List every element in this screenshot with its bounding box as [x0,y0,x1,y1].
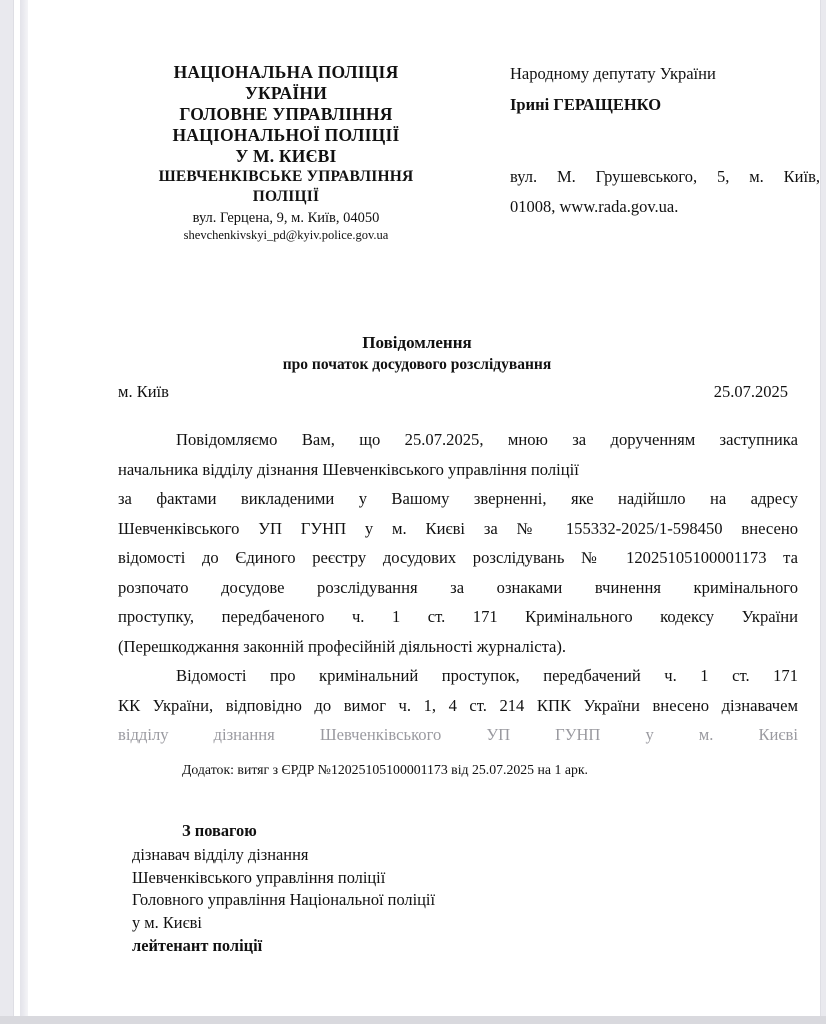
signature-line-3: Головного управління Національної поліції [132,890,436,909]
body-p1-line-3: за фактами викладеними у Вашому зверненні, яке надійшло на адресу [118,489,798,508]
page-subtitle: про початок досудового розслідування [282,356,552,373]
body-p1-line-1: Повідомляємо Вам, що 25.07.2025, мною за дорученням заступника [176,430,798,449]
body-p2-line-2: КК України, відповідно до вимог ч. 1, 4 ст. 214 КПК України внесено дізнавачем [118,695,798,715]
body-p2-line-1: Відомості про кримінальний проступок, передбачений ч. 1 ст. 171 [176,666,798,685]
letterhead-block [122,62,450,243]
addressee-name: Ірині ГЕРАЩЕНКО [510,95,662,114]
signature-line-4: у м. Києві [132,912,202,932]
body-p1-line-6: розпочато досудове розслідування за ознаками вчинення кримінального [118,577,798,597]
addressee-street-second: 01008, www.rada.gov.ua. [510,197,679,216]
letterhead-address: вул. Герцена, 9, м. Київ, 04050 [192,210,380,226]
signature-regards: З повагою [182,821,257,840]
body-p1-line-2: начальника відділу дізнання Шевченківського управління поліції [118,459,579,479]
letterhead-line-2: УКРАЇНИ [244,83,328,103]
letterhead-line-1: НАЦІОНАЛЬНА ПОЛІЦІЯ [173,62,399,82]
addressee-street: вул. М. Грушевського, 5, м. Київ, [510,167,820,186]
addressee-block [510,62,820,222]
attachment-note: Додаток: витяг з ЄРДР №12025105100001173 від 25.07.2025 на 1 арк. [182,762,589,777]
letterhead-email: shevchenkivskyi_pd@kyiv.police.gov.ua [183,228,389,242]
document-body [118,425,798,750]
body-p1-line-4: Шевченківського УП ГУНП у м. Києві за № 155332-2025/1-598450 внесено [118,518,798,538]
letterhead-line-4: НАЦІОНАЛЬНОЇ ПОЛІЦІЇ [172,125,400,145]
body-p2-line-3: відділу дізнання Шевченківського УП ГУНП у м. Києві [118,725,798,744]
signature-line-1: дізнавач відділу дізнання [132,845,309,864]
letterhead-line-3: ГОЛОВНЕ УПРАВЛІННЯ [179,104,393,124]
letterhead-subunit-line-1: ШЕВЧЕНКІВСЬКЕ УПРАВЛІННЯ [158,168,414,185]
letterhead-line-5: У М. КИЄВІ [235,146,337,166]
body-p1-line-8: (Перешкоджання законній професійній діяльності журналіста). [118,636,567,656]
page-title: Повідомлення [362,333,472,352]
body-paragraph-1 [118,425,798,661]
signature-rank: лейтенант поліції [132,936,263,955]
page-bottom-strip [0,1016,826,1024]
document-date: 25.07.2025 [713,382,788,401]
signature-line-2: Шевченківського управління поліції [132,867,386,887]
place-date-row [118,382,788,402]
addressee-role: Народному депутату України [510,64,716,83]
body-paragraph-2 [118,661,798,750]
document-place: м. Київ [118,382,169,401]
letterhead-subunit-line-2: ПОЛІЦІЇ [252,188,320,205]
title-block [14,332,820,376]
body-p1-line-5: відомості до Єдиного реєстру досудових розслідувань № 12025105100001173 та [118,548,798,567]
document-page [14,0,820,1016]
body-p1-line-7: проступку, передбаченого ч. 1 ст. 171 Кримінального кодексу України [118,607,798,626]
signature-block [132,818,632,958]
document-header [14,62,820,243]
